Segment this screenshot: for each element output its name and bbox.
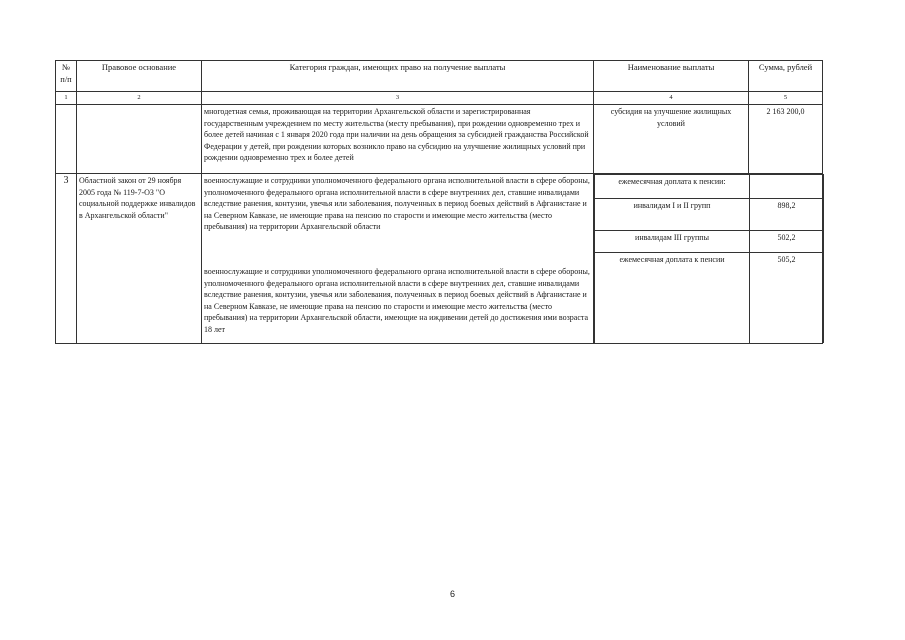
row-number <box>56 105 77 174</box>
row-number: 3 <box>56 174 77 344</box>
category-text-a: военнослужащие и сотрудники уполномоченного федерального органа исполнительной власти в сфере обороны, уполномоченного федерального органа исполнительной власти в сфере внутренних дел, ставшие инвалидами вследствие ранения, контузии, увечья или заболевания, полученных в период боевых действий в Афганистане и на Северном Кавказе, не имеющие права на пенсию по старости и имеющие место жительства (место пребывания) на территории Архангельской области <box>204 176 590 231</box>
legal-basis-cell: Областной закон от 29 ноября 2005 года № 119-7-ОЗ "О социальной поддержке инвалидов в Архангельской области" <box>77 174 202 344</box>
payment-label: ежемесячная доплата к пенсии <box>595 253 750 343</box>
payment-label: инвалидам I и II групп <box>595 199 750 231</box>
table-header-row <box>56 61 823 92</box>
payment-amount: 898,2 <box>750 199 824 231</box>
header-legal-basis: Правовое основание <box>77 61 202 92</box>
payment-name-cell: субсидия на улучшение жилищных условий <box>594 105 749 174</box>
column-number: 5 <box>749 92 823 105</box>
table-row <box>56 105 823 174</box>
legal-basis-cell <box>77 105 202 174</box>
column-number-row <box>56 92 823 105</box>
category-cell <box>202 174 594 344</box>
table-row <box>56 174 823 344</box>
amount-cell: 2 163 200,0 <box>749 105 823 174</box>
column-number: 1 <box>56 92 77 105</box>
page-number: 6 <box>449 589 455 599</box>
payments-cell <box>594 174 823 344</box>
payment-amount <box>750 175 824 199</box>
payment-amount: 502,2 <box>750 231 824 253</box>
payment-label: ежемесячная доплата к пенсии: <box>595 175 750 199</box>
header-amount: Сумма, рублей <box>749 61 823 92</box>
column-number: 2 <box>77 92 202 105</box>
category-cell: многодетная семья, проживающая на территории Архангельской области и зарегистрированная государственным учреждением по месту жительства (месту пребывания), при рождении одновременно трех и более детей начиная с 1 января 2020 года при наличии на день обращения за субсидией гражданства Российской Федерации у детей, при рождении которых возникло право на субсидию на улучшение жилищных условий при рождении одновременно трех и более детей <box>202 105 594 174</box>
column-number: 4 <box>594 92 749 105</box>
column-number: 3 <box>202 92 594 105</box>
payment-row <box>595 231 824 253</box>
header-payment-name: Наименование выплаты <box>594 61 749 92</box>
payment-amount: 505,2 <box>750 253 824 343</box>
payments-subtable <box>594 174 824 343</box>
payment-label: инвалидам III группы <box>595 231 750 253</box>
payment-row <box>595 253 824 343</box>
header-category: Категория граждан, имеющих право на получение выплаты <box>202 61 594 92</box>
payment-row <box>595 175 824 199</box>
payment-row <box>595 199 824 231</box>
benefits-table <box>55 60 823 344</box>
category-text-b: военнослужащие и сотрудники уполномоченного федерального органа исполнительной власти в сфере обороны, уполномоченного федерального органа исполнительной власти в сфере внутренних дел, ставшие инвалидами вследствие ранения, контузии, увечья или заболевания, полученных в период боевых действий в Афганистане и на Северном Кавказе, не имеющие права на пенсию по старости и имеющие место жительства (место пребывания) на территории Архангельской области, имеющие на иждивении детей до достижения ими возраста 18 лет <box>204 267 590 334</box>
header-number: № п/п <box>56 61 77 92</box>
